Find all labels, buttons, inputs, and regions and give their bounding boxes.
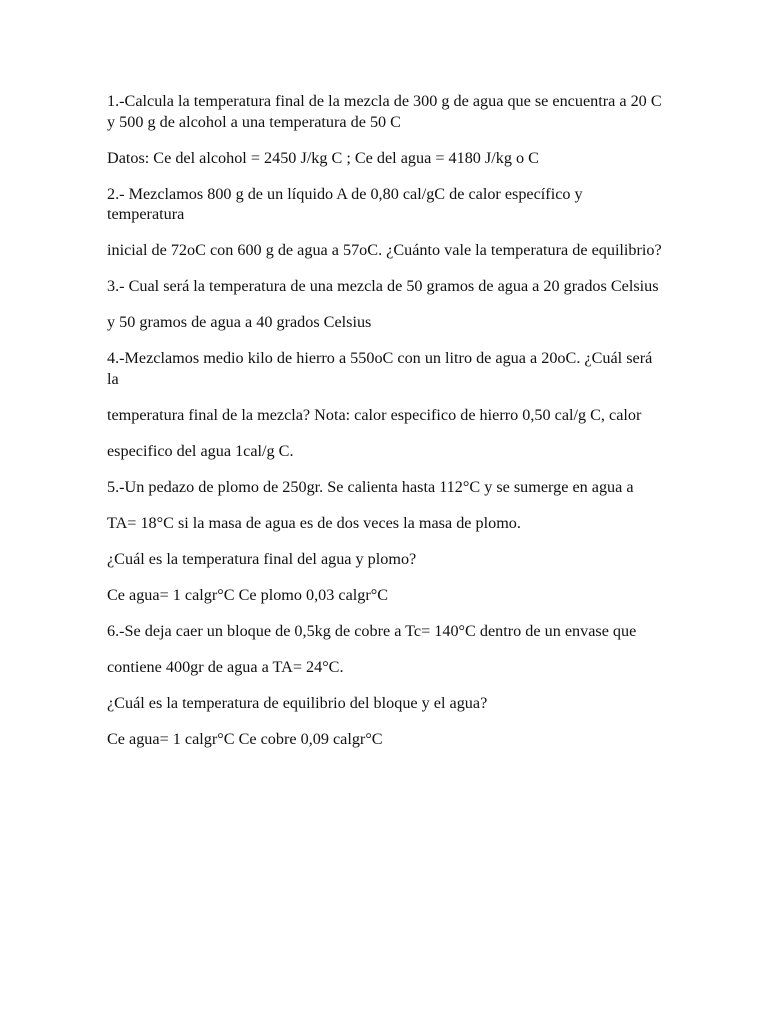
paragraph: Ce agua= 1 calgr°C Ce plomo 0,03 calgr°C <box>107 585 389 604</box>
paragraph: 1.-Calcula la temperatura final de la mezcla de 300 g de agua que se encuentra a 20 C y 500 g de alcohol a una temperatura de 50 C <box>107 92 662 131</box>
paragraph: ¿Cuál es la temperatura de equilibrio del bloque y el agua? <box>107 693 488 712</box>
paragraph: 6.-Se deja caer un bloque de 0,5kg de cobre a Tc= 140°C dentro de un envase que <box>107 621 637 640</box>
paragraph: y 50 gramos de agua a 40 grados Celsius <box>107 313 372 331</box>
paragraph: temperatura final de la mezcla? Nota: calor especifico de hierro 0,50 cal/g C, calor <box>107 405 642 424</box>
paragraph: especifico del agua 1cal/g C. <box>107 441 294 460</box>
paragraph: 3.- Cual será la temperatura de una mezcla de 50 gramos de agua a 20 grados Celsius <box>107 277 659 295</box>
paragraph: Ce agua= 1 calgr°C Ce cobre 0,09 calgr°C <box>107 729 383 748</box>
paragraph: 5.-Un pedazo de plomo de 250gr. Se calienta hasta 112°C y se sumerge en agua a <box>107 477 634 496</box>
paragraph: inicial de 72oC con 600 g de agua a 57oC. ¿Cuánto vale la temperatura de equilibrio? <box>107 241 662 259</box>
document-body <box>107 91 663 765</box>
paragraph: contiene 400gr de agua a TA= 24°C. <box>107 657 344 676</box>
paragraph: TA= 18°C si la masa de agua es de dos veces la masa de plomo. <box>107 513 521 532</box>
paragraph: 4.-Mezclamos medio kilo de hierro a 550oC con un litro de agua a 20oC. ¿Cuál será la <box>107 349 653 388</box>
paragraph: ¿Cuál es la temperatura final del agua y plomo? <box>107 549 417 568</box>
paragraph: Datos: Ce del alcohol = 2450 J/kg C ; Ce del agua = 4180 J/kg o C <box>107 148 539 167</box>
paragraph: 2.- Mezclamos 800 g de un líquido A de 0,80 cal/gC de calor específico y temperatura <box>107 184 583 223</box>
